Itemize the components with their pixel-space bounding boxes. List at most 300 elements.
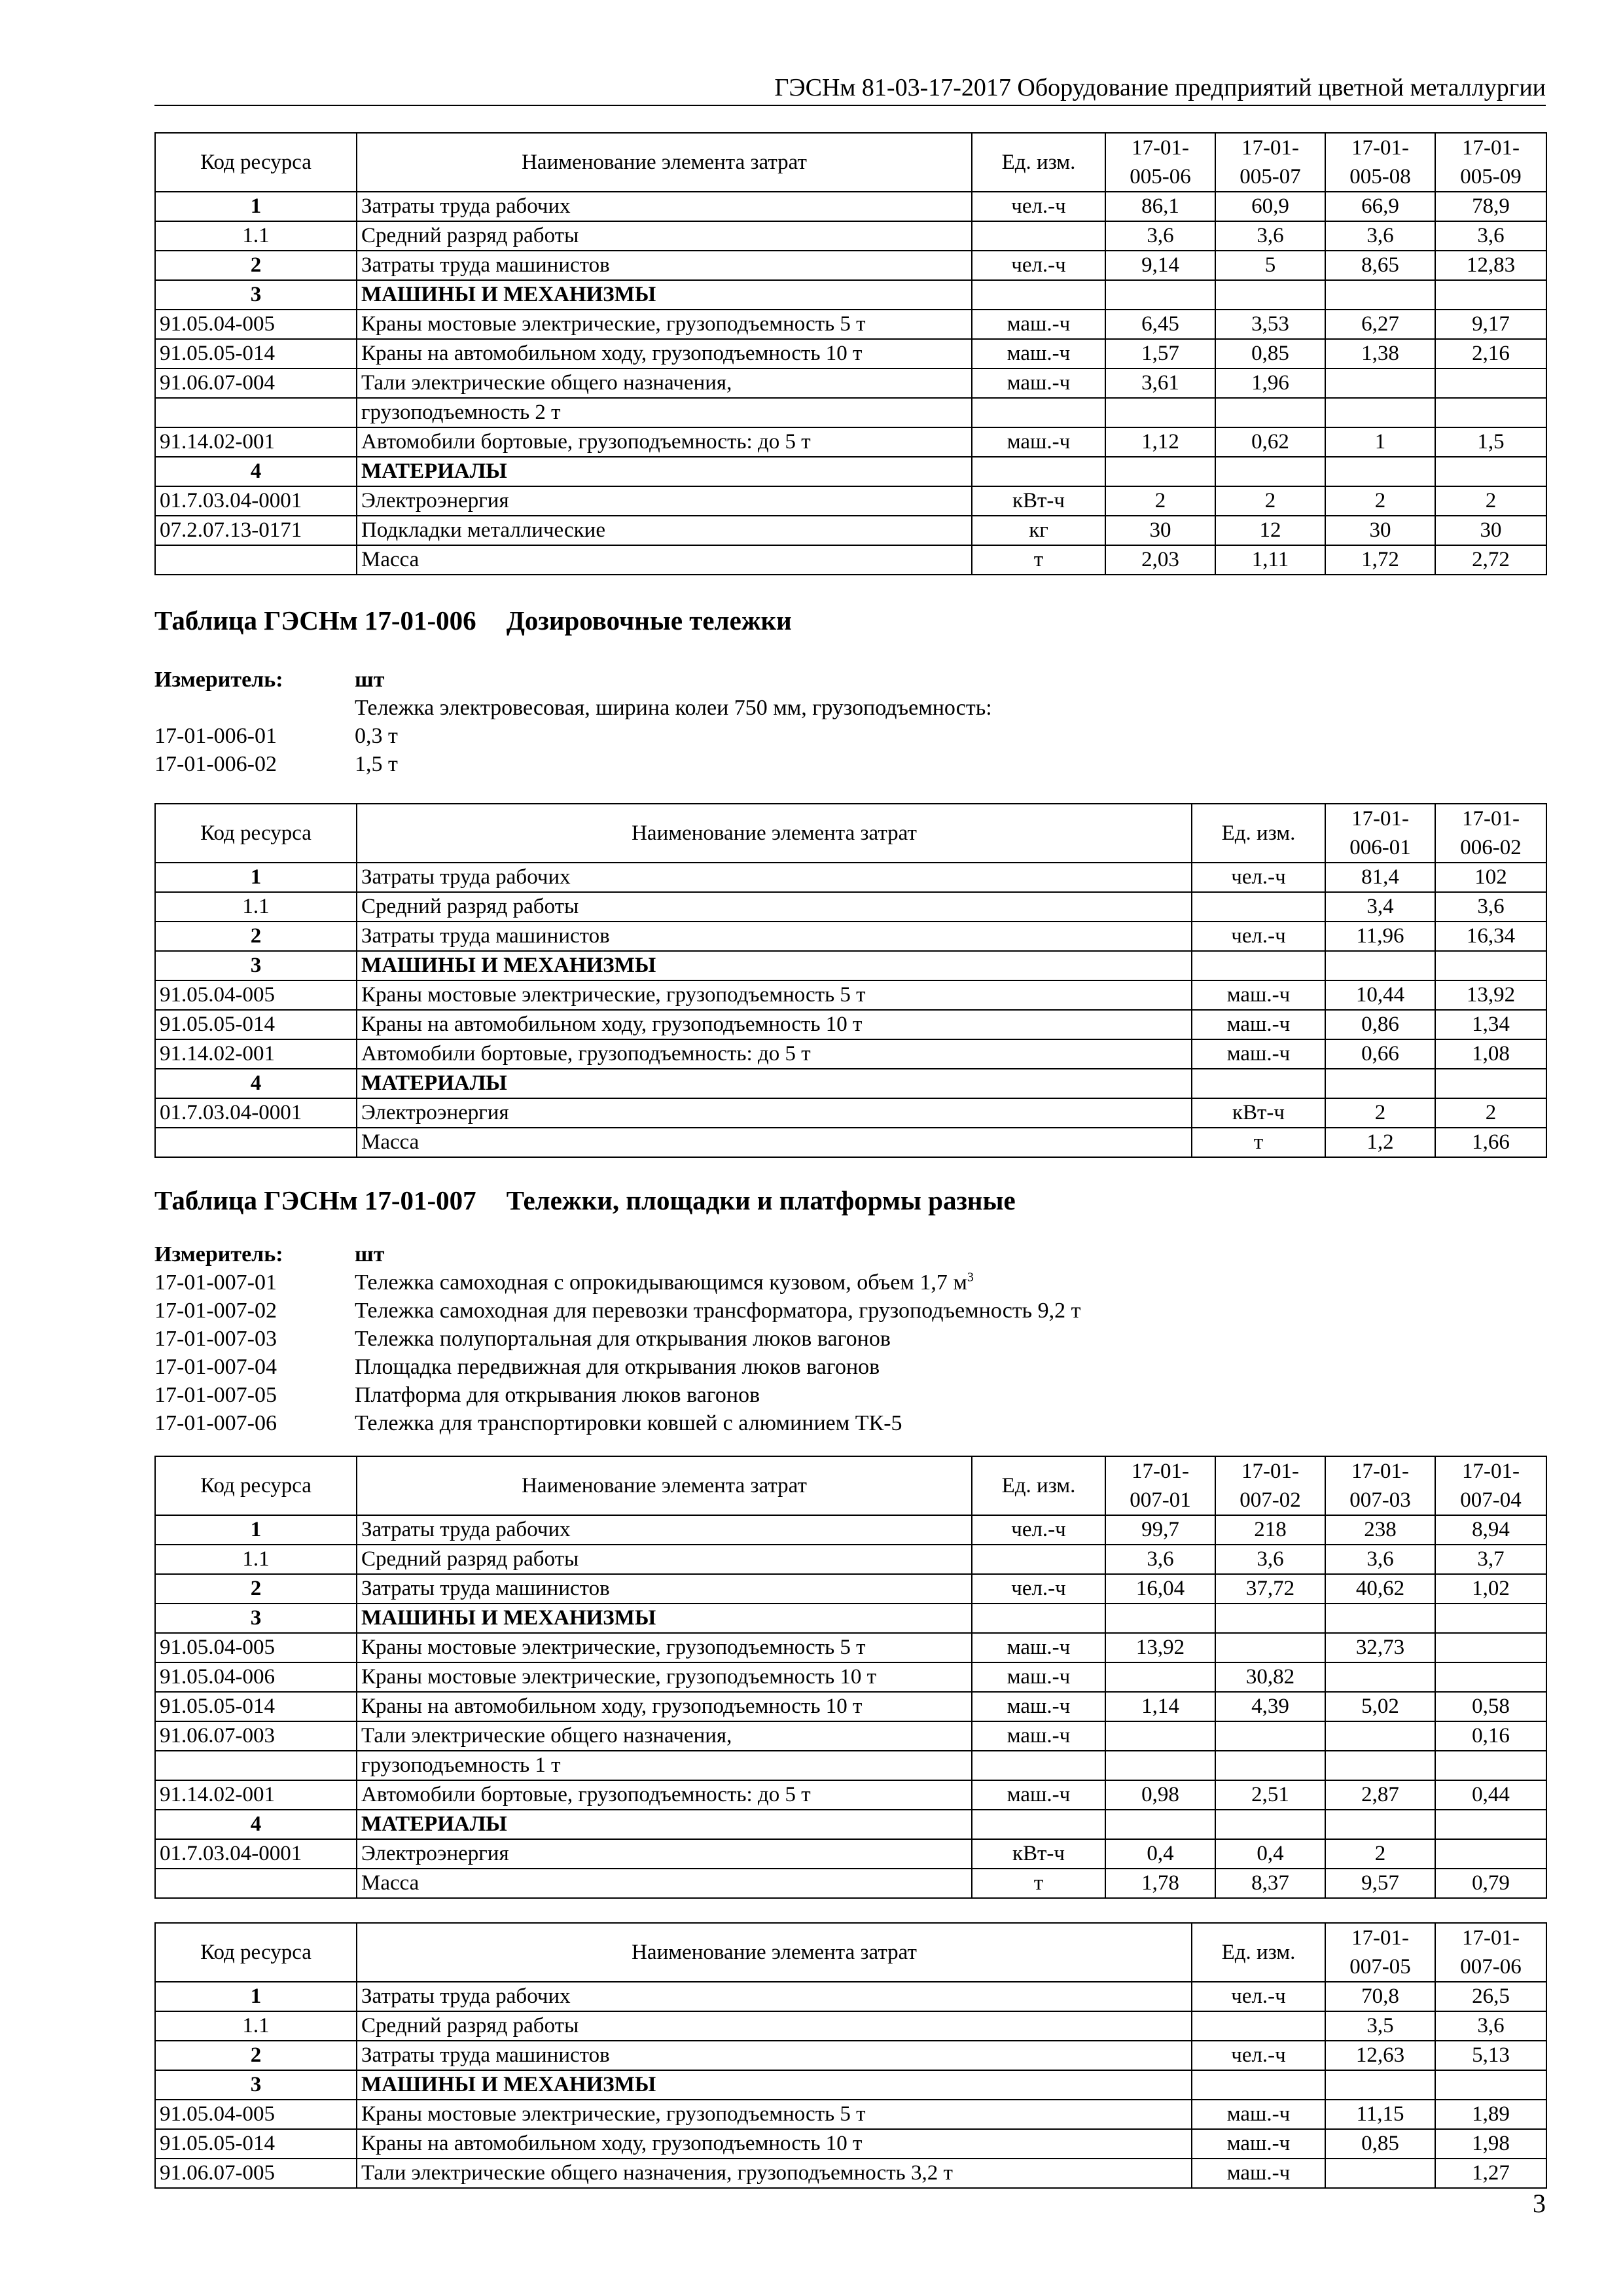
norm-value bbox=[1105, 457, 1215, 486]
item-desc: Площадка передвижная для открывания люков вагонов bbox=[355, 1355, 880, 1379]
resource-unit: т bbox=[1192, 1128, 1325, 1157]
table-row bbox=[155, 863, 1546, 892]
table-row bbox=[155, 2159, 1546, 2188]
norm-code-line: 005-06 bbox=[1130, 165, 1191, 188]
item-desc: Платформа для открывания люков вагонов bbox=[355, 1383, 760, 1407]
resource-code: 3 bbox=[155, 1604, 357, 1633]
resource-code: 4 bbox=[155, 1069, 357, 1098]
resource-name: Краны мостовые электрические, грузоподъемность 5 т bbox=[357, 310, 972, 339]
table-row bbox=[155, 251, 1546, 280]
table-row bbox=[155, 1633, 1546, 1662]
norm-value: 1,38 bbox=[1325, 339, 1435, 368]
measure-label: Измеритель: bbox=[154, 1242, 283, 1266]
norm-code-line: 17-01- bbox=[1462, 807, 1520, 831]
norm-value: 1,02 bbox=[1435, 1574, 1546, 1604]
norm-value: 12 bbox=[1215, 516, 1325, 545]
norm-value bbox=[1215, 1604, 1325, 1633]
resource-name: Краны мостовые электрические, грузоподъемность 5 т bbox=[357, 980, 1192, 1010]
measure-intro: Тележка электровесовая, ширина колеи 750 мм, грузоподъемность: bbox=[355, 696, 992, 720]
norm-value: 30 bbox=[1325, 516, 1435, 545]
table-row bbox=[155, 427, 1546, 457]
resource-unit bbox=[972, 280, 1105, 310]
header-norm-code bbox=[1325, 804, 1435, 863]
norm-value: 0,86 bbox=[1325, 1010, 1435, 1039]
norm-value: 1,14 bbox=[1105, 1692, 1215, 1721]
measure-item bbox=[154, 722, 1546, 750]
measure-label: Измеритель: bbox=[154, 668, 283, 692]
resource-code: 91.05.04-005 bbox=[155, 310, 357, 339]
resource-name: Электроэнергия bbox=[357, 1839, 972, 1869]
norm-value: 218 bbox=[1215, 1515, 1325, 1545]
table-row bbox=[155, 2129, 1546, 2159]
resource-unit: кВт-ч bbox=[972, 486, 1105, 516]
header-unit: Ед. изм. bbox=[1192, 1923, 1325, 1982]
resource-code: 91.05.05-014 bbox=[155, 1692, 357, 1721]
resource-unit: маш.-ч bbox=[1192, 2129, 1325, 2159]
table-header bbox=[155, 1923, 1546, 1982]
norm-value: 70,8 bbox=[1325, 1982, 1435, 2011]
norm-value: 0,66 bbox=[1325, 1039, 1435, 1069]
norm-value: 5 bbox=[1215, 251, 1325, 280]
table-row bbox=[155, 1039, 1546, 1069]
resource-code: 3 bbox=[155, 2070, 357, 2100]
item-code: 17-01-006-02 bbox=[154, 752, 277, 776]
resource-code bbox=[155, 1751, 357, 1780]
resource-code: 2 bbox=[155, 1574, 357, 1604]
norm-value: 3,61 bbox=[1105, 368, 1215, 398]
resource-code bbox=[155, 1869, 357, 1898]
resource-code: 1 bbox=[155, 1982, 357, 2011]
norm-value: 1,96 bbox=[1215, 368, 1325, 398]
norm-value bbox=[1105, 280, 1215, 310]
norm-code-line: 007-04 bbox=[1460, 1488, 1522, 1512]
norm-value: 2,72 bbox=[1435, 545, 1546, 575]
norm-value bbox=[1215, 1751, 1325, 1780]
norm-value: 37,72 bbox=[1215, 1574, 1325, 1604]
norm-code-line: 17-01- bbox=[1351, 136, 1409, 160]
resource-unit: т bbox=[972, 1869, 1105, 1898]
norm-code-line: 17-01- bbox=[1351, 1460, 1409, 1483]
resource-unit: чел.-ч bbox=[1192, 922, 1325, 951]
resource-name: Краны на автомобильном ходу, грузоподъемность 10 т bbox=[357, 339, 972, 368]
norm-value: 30 bbox=[1435, 516, 1546, 545]
norm-value: 2,87 bbox=[1325, 1780, 1435, 1810]
norm-value: 13,92 bbox=[1105, 1633, 1215, 1662]
table-row bbox=[155, 1515, 1546, 1545]
resource-name: Электроэнергия bbox=[357, 486, 972, 516]
resource-name: Краны на автомобильном ходу, грузоподъемность 10 т bbox=[357, 2129, 1192, 2159]
norm-value: 78,9 bbox=[1435, 192, 1546, 221]
norm-value: 1,98 bbox=[1435, 2129, 1546, 2159]
resource-code: 91.05.05-014 bbox=[155, 339, 357, 368]
resource-code: 2 bbox=[155, 251, 357, 280]
norm-value: 66,9 bbox=[1325, 192, 1435, 221]
resource-unit bbox=[972, 457, 1105, 486]
norm-value bbox=[1435, 457, 1546, 486]
measure-item bbox=[154, 1325, 1546, 1353]
norm-value bbox=[1435, 1839, 1546, 1869]
resource-unit: кВт-ч bbox=[972, 1839, 1105, 1869]
resource-unit: маш.-ч bbox=[1192, 2100, 1325, 2129]
header-code: Код ресурса bbox=[155, 804, 357, 863]
norm-code-line: 007-06 bbox=[1460, 1955, 1522, 1979]
norm-code-line: 005-08 bbox=[1349, 165, 1411, 188]
norm-value: 3,6 bbox=[1325, 1545, 1435, 1574]
norm-code-line: 006-01 bbox=[1349, 836, 1411, 859]
norm-value: 3,6 bbox=[1105, 221, 1215, 251]
resource-code: 2 bbox=[155, 2041, 357, 2070]
resource-unit: маш.-ч bbox=[1192, 1010, 1325, 1039]
norm-code-line: 17-01- bbox=[1351, 807, 1409, 831]
resource-name: Затраты труда машинистов bbox=[357, 922, 1192, 951]
item-code: 17-01-007-05 bbox=[154, 1383, 277, 1407]
resource-name: Краны мостовые электрические, грузоподъемность 5 т bbox=[357, 1633, 972, 1662]
norm-value: 81,4 bbox=[1325, 863, 1435, 892]
header-code: Код ресурса bbox=[155, 1456, 357, 1515]
table-row bbox=[155, 545, 1546, 575]
resource-unit bbox=[972, 398, 1105, 427]
resource-code bbox=[155, 545, 357, 575]
norm-value: 3,6 bbox=[1215, 221, 1325, 251]
resource-unit bbox=[1192, 892, 1325, 922]
resource-name: Средний разряд работы bbox=[357, 2011, 1192, 2041]
norm-code-line: 17-01- bbox=[1132, 136, 1189, 160]
norm-value: 0,62 bbox=[1215, 427, 1325, 457]
norm-value bbox=[1435, 1751, 1546, 1780]
norm-value: 16,04 bbox=[1105, 1574, 1215, 1604]
resource-code: 91.05.04-005 bbox=[155, 980, 357, 1010]
resource-unit: кг bbox=[972, 516, 1105, 545]
resource-name: Затраты труда рабочих bbox=[357, 192, 972, 221]
table-row bbox=[155, 368, 1546, 398]
item-code: 17-01-007-02 bbox=[154, 1299, 277, 1323]
header-unit: Ед. изм. bbox=[1192, 804, 1325, 863]
resource-unit: чел.-ч bbox=[972, 1574, 1105, 1604]
resource-name: МАШИНЫ И МЕХАНИЗМЫ bbox=[357, 1604, 972, 1633]
norm-value: 1,72 bbox=[1325, 545, 1435, 575]
measure-item bbox=[154, 1297, 1546, 1325]
resource-code: 91.05.05-014 bbox=[155, 1010, 357, 1039]
resource-name: Средний разряд работы bbox=[357, 1545, 972, 1574]
resource-unit: маш.-ч bbox=[972, 1721, 1105, 1751]
table-row bbox=[155, 1662, 1546, 1692]
norm-code-line: 007-02 bbox=[1240, 1488, 1301, 1512]
norm-value bbox=[1325, 368, 1435, 398]
resource-name: Автомобили бортовые, грузоподъемность: до 5 т bbox=[357, 1039, 1192, 1069]
table-row bbox=[155, 486, 1546, 516]
norm-value bbox=[1325, 951, 1435, 980]
norm-value: 1,66 bbox=[1435, 1128, 1546, 1157]
norm-value: 86,1 bbox=[1105, 192, 1215, 221]
norm-value: 1,27 bbox=[1435, 2159, 1546, 2188]
resource-code: 91.14.02-001 bbox=[155, 427, 357, 457]
norm-value: 3,6 bbox=[1105, 1545, 1215, 1574]
measure-item bbox=[154, 1268, 1546, 1297]
norm-code-line: 17-01- bbox=[1241, 1460, 1299, 1483]
item-desc-superscript: 3 bbox=[967, 1270, 974, 1285]
resource-unit: маш.-ч bbox=[972, 1692, 1105, 1721]
resource-code: 91.14.02-001 bbox=[155, 1780, 357, 1810]
resource-code: 1.1 bbox=[155, 1545, 357, 1574]
resource-code: 91.06.07-004 bbox=[155, 368, 357, 398]
norm-value bbox=[1325, 398, 1435, 427]
norm-value: 9,57 bbox=[1325, 1869, 1435, 1898]
resource-name: Затраты труда машинистов bbox=[357, 1574, 972, 1604]
title-name: Тележки, площадки и платформы разные bbox=[506, 1185, 1016, 1215]
norm-value: 11,15 bbox=[1325, 2100, 1435, 2129]
norm-value: 0,4 bbox=[1105, 1839, 1215, 1869]
resource-name: Затраты труда рабочих bbox=[357, 863, 1192, 892]
title-code: Таблица ГЭСНм 17-01-006 bbox=[154, 605, 476, 636]
norm-value: 0,85 bbox=[1325, 2129, 1435, 2159]
resource-unit bbox=[972, 1810, 1105, 1839]
resource-unit: маш.-ч bbox=[972, 368, 1105, 398]
header-row bbox=[155, 1923, 1546, 1982]
norm-code-line: 17-01- bbox=[1462, 1460, 1520, 1483]
header-code: Код ресурса bbox=[155, 133, 357, 192]
table-row bbox=[155, 221, 1546, 251]
norm-value: 2 bbox=[1435, 486, 1546, 516]
resource-code: 91.05.04-006 bbox=[155, 1662, 357, 1692]
resource-name: Затраты труда машинистов bbox=[357, 2041, 1192, 2070]
norm-value bbox=[1435, 368, 1546, 398]
norm-value: 8,37 bbox=[1215, 1869, 1325, 1898]
resource-unit bbox=[972, 1604, 1105, 1633]
resource-name: Масса bbox=[357, 1128, 1192, 1157]
norm-code-line: 17-01- bbox=[1132, 1460, 1189, 1483]
measure-item bbox=[154, 1381, 1546, 1409]
table-row bbox=[155, 922, 1546, 951]
norm-code-line: 005-07 bbox=[1240, 165, 1301, 188]
table-row bbox=[155, 310, 1546, 339]
norm-value bbox=[1325, 1721, 1435, 1751]
table-row bbox=[155, 1010, 1546, 1039]
page-header: ГЭСНм 81-03-17-2017 Оборудование предприятий цветной металлургии bbox=[154, 72, 1546, 106]
header-norm-code bbox=[1325, 133, 1435, 192]
resource-unit: маш.-ч bbox=[972, 1662, 1105, 1692]
resource-code: 01.7.03.04-0001 bbox=[155, 1098, 357, 1128]
norm-value bbox=[1105, 398, 1215, 427]
resource-unit: маш.-ч bbox=[972, 427, 1105, 457]
resource-name: Подкладки металлические bbox=[357, 516, 972, 545]
norm-value: 1,78 bbox=[1105, 1869, 1215, 1898]
norm-value: 6,45 bbox=[1105, 310, 1215, 339]
resource-code: 91.05.04-005 bbox=[155, 1633, 357, 1662]
resource-code: 2 bbox=[155, 922, 357, 951]
header-unit: Ед. изм. bbox=[972, 133, 1105, 192]
norm-value: 3,6 bbox=[1435, 221, 1546, 251]
resource-name: Автомобили бортовые, грузоподъемность: до 5 т bbox=[357, 1780, 972, 1810]
norm-value bbox=[1215, 280, 1325, 310]
item-code: 17-01-007-06 bbox=[154, 1411, 277, 1435]
table-row bbox=[155, 892, 1546, 922]
resource-name: Краны на автомобильном ходу, грузоподъемность 10 т bbox=[357, 1692, 972, 1721]
table-row bbox=[155, 1869, 1546, 1898]
norm-value bbox=[1105, 1751, 1215, 1780]
norm-value: 1,2 bbox=[1325, 1128, 1435, 1157]
norm-value: 60,9 bbox=[1215, 192, 1325, 221]
norm-value: 1,08 bbox=[1435, 1039, 1546, 1069]
resource-name: МАТЕРИАЛЫ bbox=[357, 1069, 1192, 1098]
table-header bbox=[155, 804, 1546, 863]
table-row bbox=[155, 2011, 1546, 2041]
norm-code-line: 17-01- bbox=[1462, 136, 1520, 160]
header-norm-code bbox=[1325, 1456, 1435, 1515]
norm-code-line: 006-02 bbox=[1460, 836, 1522, 859]
resource-unit bbox=[1192, 951, 1325, 980]
table-row bbox=[155, 2070, 1546, 2100]
measure-value: шт bbox=[355, 1242, 385, 1266]
norm-value: 9,17 bbox=[1435, 310, 1546, 339]
norm-value: 5,02 bbox=[1325, 1692, 1435, 1721]
resource-name: Краны на автомобильном ходу, грузоподъемность 10 т bbox=[357, 1010, 1192, 1039]
norm-value: 40,62 bbox=[1325, 1574, 1435, 1604]
table-row bbox=[155, 398, 1546, 427]
item-desc: Тележка для транспортировки ковшей с алюминием ТК-5 bbox=[355, 1411, 902, 1435]
resource-name: МАШИНЫ И МЕХАНИЗМЫ bbox=[357, 280, 972, 310]
resource-code: 1 bbox=[155, 192, 357, 221]
norm-value: 0,58 bbox=[1435, 1692, 1546, 1721]
norm-value: 238 bbox=[1325, 1515, 1435, 1545]
norm-value: 8,94 bbox=[1435, 1515, 1546, 1545]
header-norm-code bbox=[1435, 804, 1546, 863]
resource-name: Средний разряд работы bbox=[357, 892, 1192, 922]
resource-name: МАШИНЫ И МЕХАНИЗМЫ bbox=[357, 2070, 1192, 2100]
resource-code: 4 bbox=[155, 457, 357, 486]
norm-value: 2 bbox=[1325, 486, 1435, 516]
norm-value: 8,65 bbox=[1325, 251, 1435, 280]
header-norm-code bbox=[1325, 1923, 1435, 1982]
table-row bbox=[155, 280, 1546, 310]
resource-code: 3 bbox=[155, 951, 357, 980]
resource-unit bbox=[972, 1545, 1105, 1574]
resource-code: 1 bbox=[155, 1515, 357, 1545]
header-name: Наименование элемента затрат bbox=[357, 133, 972, 192]
document-page bbox=[154, 72, 1546, 2189]
table-row bbox=[155, 2041, 1546, 2070]
resource-unit bbox=[1192, 2070, 1325, 2100]
norm-value: 3,53 bbox=[1215, 310, 1325, 339]
resource-code: 91.14.02-001 bbox=[155, 1039, 357, 1069]
norm-value: 0,4 bbox=[1215, 1839, 1325, 1869]
resource-name: Тали электрические общего назначения, bbox=[357, 368, 972, 398]
table-row bbox=[155, 457, 1546, 486]
item-code: 17-01-007-01 bbox=[154, 1270, 277, 1295]
norm-code-line: 17-01- bbox=[1351, 1926, 1409, 1950]
resource-name: Средний разряд работы bbox=[357, 221, 972, 251]
header-code: Код ресурса bbox=[155, 1923, 357, 1982]
resource-unit: чел.-ч bbox=[1192, 1982, 1325, 2011]
table-row bbox=[155, 1721, 1546, 1751]
norm-value: 9,14 bbox=[1105, 251, 1215, 280]
norm-value bbox=[1325, 1751, 1435, 1780]
norm-value: 2,16 bbox=[1435, 339, 1546, 368]
norm-value: 1,34 bbox=[1435, 1010, 1546, 1039]
header-norm-code bbox=[1105, 133, 1215, 192]
section-title-007 bbox=[154, 1184, 1546, 1217]
resource-name: Электроэнергия bbox=[357, 1098, 1192, 1128]
norm-value: 32,73 bbox=[1325, 1633, 1435, 1662]
norm-value: 1 bbox=[1325, 427, 1435, 457]
header-row bbox=[155, 804, 1546, 863]
resource-code: 1 bbox=[155, 863, 357, 892]
resource-code: 07.2.07.13-0171 bbox=[155, 516, 357, 545]
norm-value: 3,6 bbox=[1435, 892, 1546, 922]
resource-unit: чел.-ч bbox=[1192, 2041, 1325, 2070]
table-row bbox=[155, 1545, 1546, 1574]
norm-value bbox=[1435, 1662, 1546, 1692]
norm-value bbox=[1435, 1633, 1546, 1662]
resource-code: 01.7.03.04-0001 bbox=[155, 1839, 357, 1869]
norm-value: 10,44 bbox=[1325, 980, 1435, 1010]
page-number: 3 bbox=[1533, 2189, 1546, 2218]
resource-unit: маш.-ч bbox=[1192, 2159, 1325, 2188]
norm-value: 26,5 bbox=[1435, 1982, 1546, 2011]
table-row bbox=[155, 1069, 1546, 1098]
resource-code: 91.05.04-005 bbox=[155, 2100, 357, 2129]
norm-value: 2 bbox=[1325, 1098, 1435, 1128]
table-header bbox=[155, 1456, 1546, 1515]
norm-value bbox=[1435, 951, 1546, 980]
norm-value: 30 bbox=[1105, 516, 1215, 545]
norm-value: 11,96 bbox=[1325, 922, 1435, 951]
resource-unit: т bbox=[972, 545, 1105, 575]
title-name: Дозировочные тележки bbox=[506, 605, 792, 636]
resource-code: 91.06.07-003 bbox=[155, 1721, 357, 1751]
resource-code: 1.1 bbox=[155, 2011, 357, 2041]
resource-unit: чел.-ч bbox=[972, 192, 1105, 221]
resource-code: 91.06.07-005 bbox=[155, 2159, 357, 2188]
table-row bbox=[155, 1692, 1546, 1721]
resource-unit: маш.-ч bbox=[972, 1633, 1105, 1662]
norm-code-line: 007-03 bbox=[1349, 1488, 1411, 1512]
norm-value: 2 bbox=[1215, 486, 1325, 516]
table-header bbox=[155, 133, 1546, 192]
norm-value: 0,79 bbox=[1435, 1869, 1546, 1898]
resource-name: грузоподъемность 1 т bbox=[357, 1751, 972, 1780]
norm-value: 2,03 bbox=[1105, 545, 1215, 575]
norm-value bbox=[1325, 2070, 1435, 2100]
norm-code-line: 17-01- bbox=[1462, 1926, 1520, 1950]
resource-code: 1.1 bbox=[155, 892, 357, 922]
norm-value bbox=[1435, 1810, 1546, 1839]
resource-code bbox=[155, 1128, 357, 1157]
norm-value bbox=[1105, 1604, 1215, 1633]
measure-item bbox=[154, 1409, 1546, 1437]
resource-name: МАШИНЫ И МЕХАНИЗМЫ bbox=[357, 951, 1192, 980]
resource-unit: маш.-ч bbox=[1192, 980, 1325, 1010]
norm-value bbox=[1435, 398, 1546, 427]
resource-unit: маш.-ч bbox=[972, 339, 1105, 368]
norm-value: 2 bbox=[1105, 486, 1215, 516]
norm-value: 1,12 bbox=[1105, 427, 1215, 457]
table-row bbox=[155, 980, 1546, 1010]
measure-block-006 bbox=[154, 666, 1546, 778]
norm-value: 3,7 bbox=[1435, 1545, 1546, 1574]
resource-unit bbox=[972, 221, 1105, 251]
measure-item bbox=[154, 1353, 1546, 1381]
resource-name: Затраты труда рабочих bbox=[357, 1982, 1192, 2011]
resource-unit bbox=[1192, 2011, 1325, 2041]
measure-item bbox=[154, 750, 1546, 778]
item-code: 17-01-007-03 bbox=[154, 1327, 277, 1351]
norm-value: 2 bbox=[1325, 1839, 1435, 1869]
norm-value: 3,6 bbox=[1325, 221, 1435, 251]
resource-code: 1.1 bbox=[155, 221, 357, 251]
resource-table-006 bbox=[154, 803, 1547, 1158]
header-norm-code bbox=[1435, 1456, 1546, 1515]
norm-value bbox=[1105, 1721, 1215, 1751]
